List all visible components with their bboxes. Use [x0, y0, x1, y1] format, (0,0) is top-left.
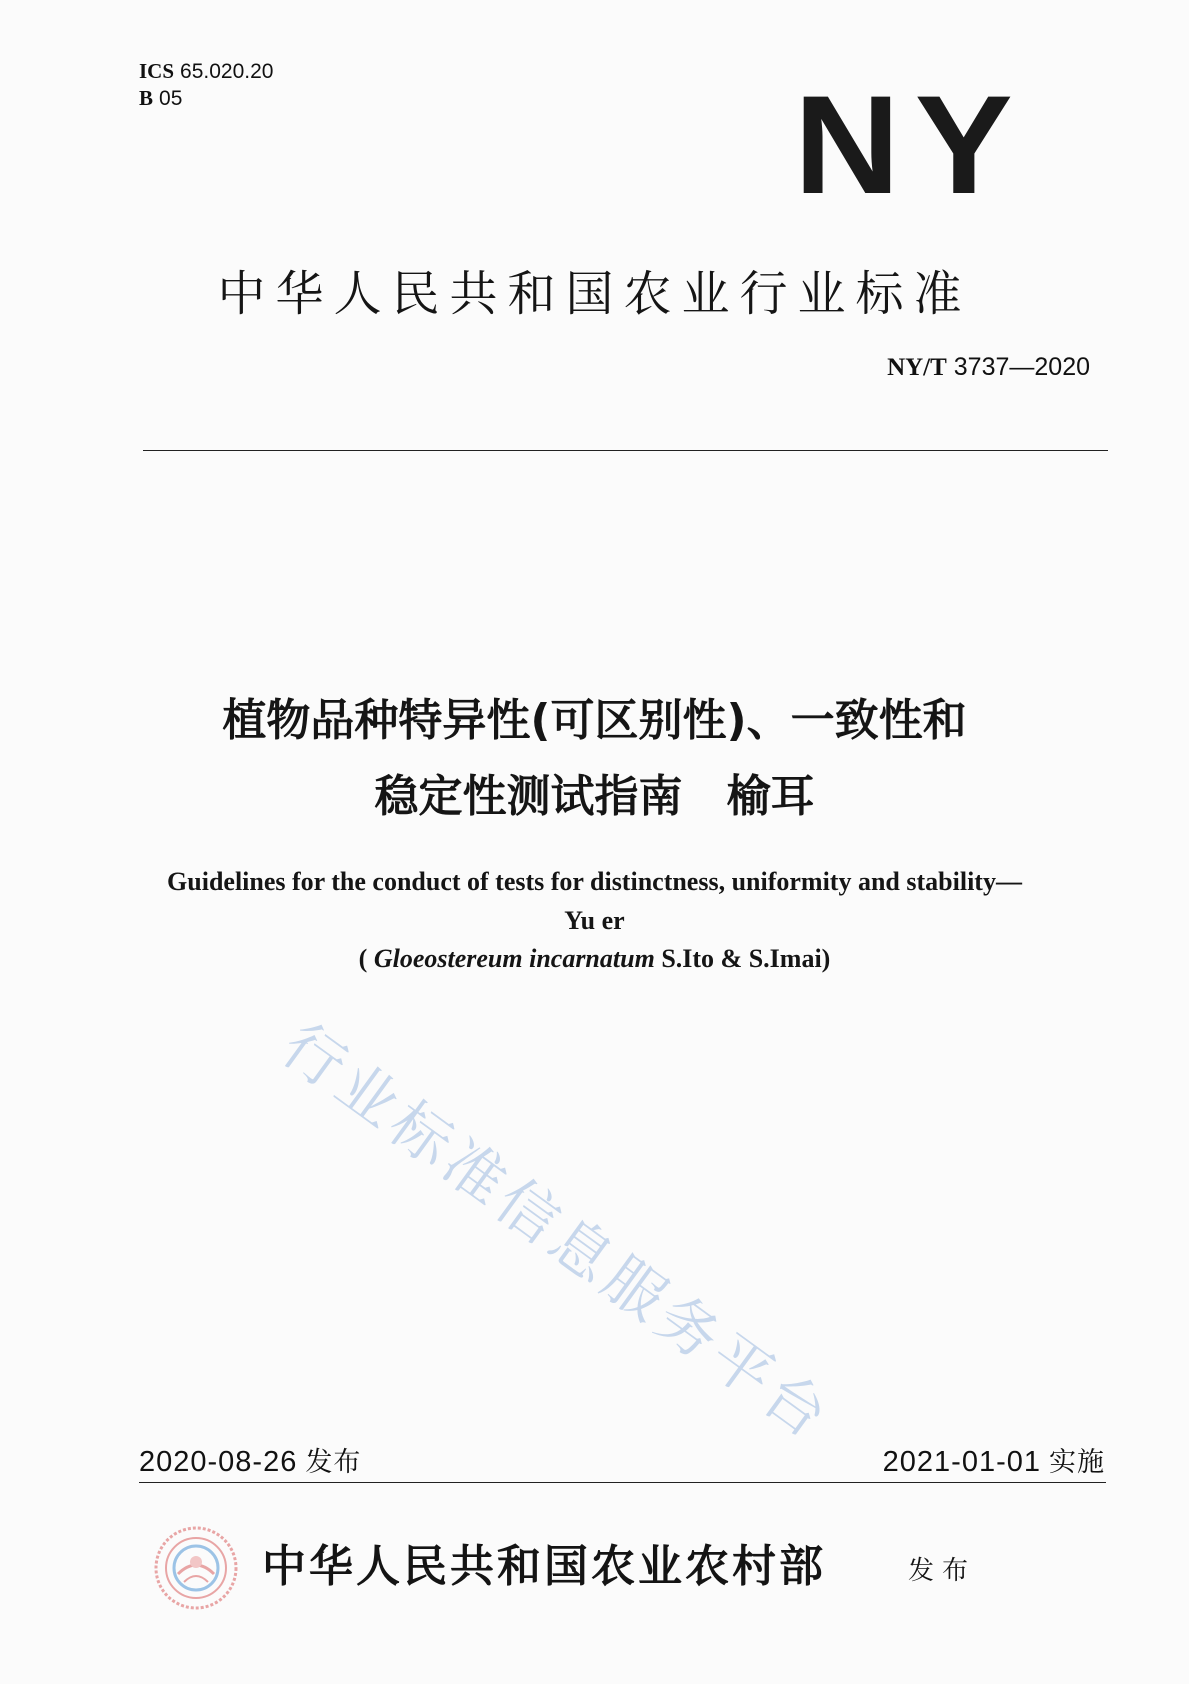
species-authors: S.Ito & S.Imai)	[654, 944, 831, 973]
standard-code-prefix: NY/T	[887, 354, 947, 381]
ny-logo: NY	[793, 66, 1027, 223]
ccs-label: B	[139, 86, 154, 110]
english-title-line-2: Yu er	[564, 906, 625, 935]
implement-date-value: 2021-01-01	[882, 1446, 1041, 1478]
paren-open: (	[358, 944, 374, 973]
watermark: 行业标准信息服务平台	[269, 1010, 845, 1456]
standard-code-number: 3737—2020	[953, 353, 1090, 381]
english-title-line-3	[0, 944, 1189, 974]
chinese-title-line-2: 稳定性测试指南 榆耳	[374, 771, 815, 822]
species-name: Gloeostereum incarnatum	[373, 944, 655, 973]
top-divider	[143, 450, 1108, 451]
issue-date-value: 2020-08-26	[139, 1446, 298, 1478]
implement-date	[883, 1440, 1105, 1479]
implement-date-label: 实施	[1049, 1447, 1105, 1478]
classification-codes	[139, 58, 273, 112]
publisher-action: 发布	[908, 1556, 977, 1586]
ccs-line	[139, 85, 273, 112]
standard-category-title: 中华人民共和国农业行业标准	[217, 266, 972, 322]
ics-label: ICS	[139, 59, 175, 83]
ics-line	[139, 58, 273, 85]
standard-code	[887, 353, 1090, 382]
publisher-name: 中华人民共和国农业农村部	[262, 1541, 826, 1592]
ministry-emblem-icon	[150, 1522, 242, 1614]
issue-date	[139, 1440, 361, 1479]
ccs-code: 05	[159, 87, 183, 110]
bottom-divider	[139, 1482, 1106, 1483]
english-title-line-1: Guidelines for the conduct of tests for distinctness, uniformity and stability—	[167, 867, 1022, 896]
chinese-title-line-1: 植物品种特异性(可区别性)、一致性和	[222, 695, 967, 746]
ics-code: 65.020.20	[180, 60, 274, 83]
issue-date-label: 发布	[305, 1447, 362, 1478]
